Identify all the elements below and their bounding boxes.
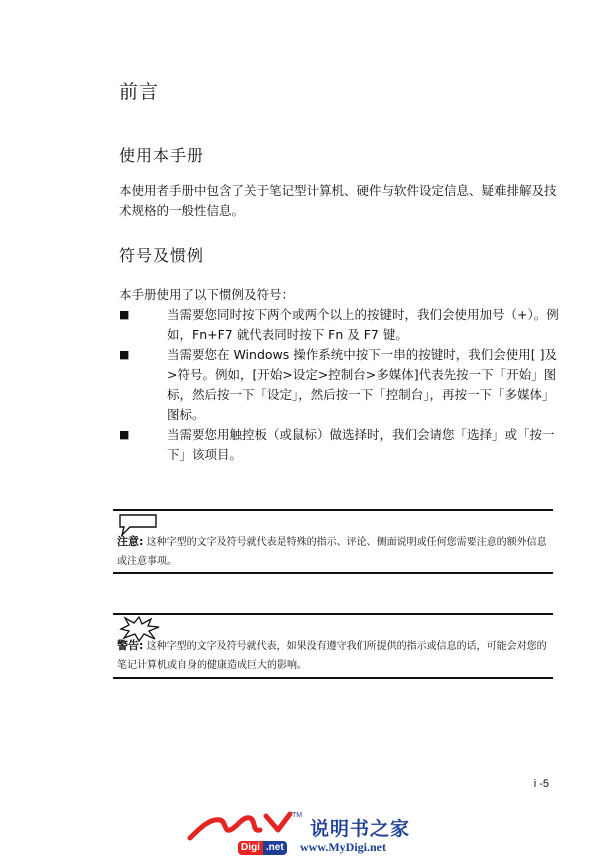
list-item-text: 当需要您在 Windows 操作系统中按下一串的按键时，我们会使用[ ]及>符号。例如，[开始>设定>控制台>多媒体]代表先按一下「开始」图标，然后按一下「设定」，然后按一下「控制台」，再按一下「多媒体」图标。 [167,347,557,422]
section-title-manual: 使用本手册 [119,146,205,165]
bullet-square-icon: ■ [119,428,130,441]
note-top-rule [113,509,553,511]
site-title: 说明书之家 [310,819,411,840]
bullet-square-icon: ■ [119,308,130,321]
warning-label: 警告: [117,639,144,652]
conventions-intro: 本手册使用了以下惯例及符号： [119,287,295,302]
list-item [119,305,559,345]
note-text [117,532,555,571]
badge-net: .net [263,841,287,855]
list-item [119,425,559,465]
footer-logo [186,808,431,860]
section-title-conventions: 符号及惯例 [119,246,205,265]
page-title: 前言 [119,81,160,103]
list-item [119,345,559,425]
bullet-square-icon: ■ [119,348,130,361]
warning-body: 这种字型的文字及符号就代表，如果没有遵守我们所提供的指示或信息的话，可能会对您的笔记计算机或自身的健康造成巨大的影响。 [117,641,547,671]
my-logo-swoosh-icon [186,808,301,842]
section-body-manual: 本使用者手册中包含了关于笔记型计算机、硬件与软件设定信息、疑难排解及技术规格的一般性信息。 [119,183,557,218]
conventions-list [119,305,559,465]
page-number: i -5 [533,778,549,790]
warning-top-rule [113,613,553,615]
list-item-text: 当需要您用触控板（或鼠标）做选择时，我们会请您「选择」或「按一下」该项目。 [167,427,555,462]
note-label: 注意: [117,535,144,548]
trademark-mark: TM [292,812,303,819]
mydigi-badge [238,841,287,855]
badge-digi: Digi [238,841,263,855]
warning-text [117,636,555,675]
note-bottom-rule [113,572,553,574]
list-item-text: 当需要您同时按下两个或两个以上的按键时，我们会使用加号（+）。例如，Fn+F7 就代表同时按下 Fn 及 F7 键。 [167,307,559,342]
warning-bottom-rule [113,677,553,679]
site-url: www.MyDigi.net [300,840,386,854]
note-body: 这种字型的文字及符号就代表是特殊的指示、评论、侧面说明或任何您需要注意的额外信息或注意事项。 [117,537,547,567]
